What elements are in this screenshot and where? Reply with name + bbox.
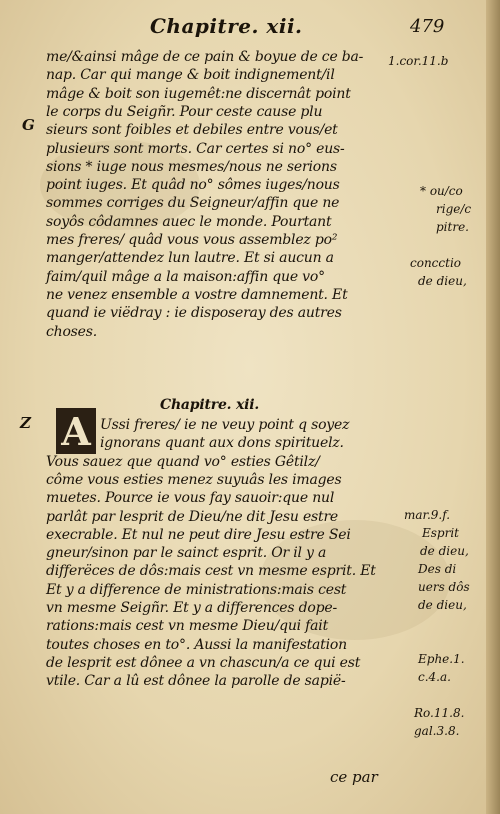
text-line: toutes choses en to°. Aussi la manifestation [46,636,347,653]
margin-note: gal.3.8. [414,724,460,738]
running-head [0,10,500,40]
margin-note: de dieu, [420,544,469,558]
text-line: faim/quil mâge a la maison:affin que vo° [46,268,325,285]
margin-note: * ou/co [420,184,463,198]
margin-note: c.4.a. [418,670,451,684]
text-line: muetes. Pource ie vous fay sauoir:que nul [46,490,335,507]
margin-note: Ephe.1. [418,652,465,666]
text-line: vtile. Car a lû est dônee la parolle de sapië- [46,673,346,690]
margin-note: mar.9.f. [404,508,451,522]
margin-note: Ro.11.8. [414,706,465,720]
text-line: differëces de dôs:mais cest vn mesme esprit. Et [46,563,376,580]
text-line: de lesprit est dônee a vn chascun/a ce qui est [46,654,361,671]
margin-note: pitre. [436,220,469,234]
text-line: parlât par lesprit de Dieu/ne dit Jesu estre [46,508,339,525]
text-line: Et y a difference de ministrations:mais cest [46,581,347,598]
text-line: sions * iuge nous mesmes/nous ne serions [46,158,337,175]
margin-note: Des di [418,562,457,576]
drop-initial: A [56,408,96,454]
text-line: Ussi freres/ ie ne veuy point q soyez [100,417,350,433]
margin-note: 1.cor.11.b [388,54,449,68]
text-line: plusieurs sont morts. Car certes si no° eus- [46,140,345,157]
text-line: soyôs côdamnes auec le monde. Pourtant [46,213,332,230]
margin-note: de dieu, [418,274,467,288]
running-title: Chapitre. xii. [150,14,303,38]
folio-number: 479 [410,16,445,37]
text-line: sieurs sont foibles et debiles entre vous/et [46,122,338,139]
text-line: sommes corriges du Seigneur/affin que ne [46,195,340,212]
margin-mark: Z [20,414,31,432]
text-line: côme vous esties menez suyuâs les images [46,471,342,488]
text-line: nap. Car qui mange & boit indignement/il [46,67,335,84]
text-line: manger/attendez lun lautre. Et si aucun a [46,250,334,267]
text-line: me/&ainsi mâge de ce pain & boyue de ce ba- [46,49,364,65]
margin-note: de dieu, [418,598,467,612]
text-line: point iuges. Et quâd no° sômes iuges/nous [46,177,340,194]
text-line: mâge & boit son iugemêt:ne discernât point [46,85,351,102]
text-line: ignorans quant aux dons spirituelz. [100,435,344,452]
margin-note: Esprit [422,526,459,540]
text-line: mes freres/ quâd vous vous assemblez po² [46,232,338,248]
margin-note: concctio [410,256,461,270]
text-line: rations:mais cest vn mesme Dieu/qui fait [46,618,329,635]
text-line: ne venez ensemble a vostre damnement. Et [46,286,348,303]
catchword: ce par [330,768,378,786]
text-line: quand ie viëdray : ie disposeray des autres [46,305,342,322]
text-line: vn mesme Seigñr. Et y a differences dope- [46,600,337,616]
text-line: choses. [46,323,97,340]
text-line: gneur/sinon par le sainct esprit. Or il y a [46,545,327,562]
text-line: le corps du Seigñr. Pour ceste cause plu [46,103,323,120]
text-line: execrable. Et nul ne peut dire Jesu estre Sei [46,526,351,543]
margin-mark: G [22,116,35,134]
chapter-heading: Chapitre. xii. [160,397,260,413]
text-line: Vous sauez que quand vo° esties Gêtilz/ [46,453,320,470]
margin-note: uers dôs [418,580,470,594]
page-gutter [486,0,500,814]
margin-note: rige/c [436,202,472,216]
